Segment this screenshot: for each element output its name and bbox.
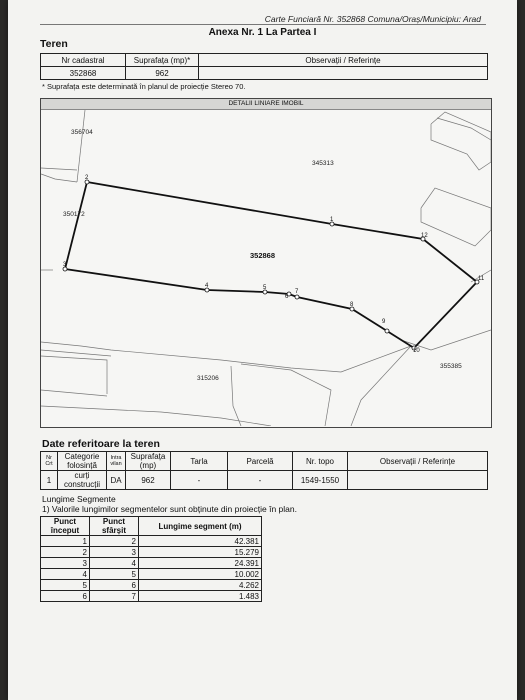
document-page (8, 0, 517, 700)
cell-end: 6 (90, 580, 139, 591)
neighbor-boundary (41, 350, 111, 356)
vertex-label: 8 (350, 302, 354, 308)
neighbor-house (431, 112, 491, 170)
cell-end: 3 (90, 547, 139, 558)
neighbor-boundary (437, 118, 491, 140)
neighbor-house (421, 188, 491, 246)
parcel-id: 352868 (250, 251, 276, 260)
cell-parcela: - (228, 471, 293, 490)
table-row (41, 569, 262, 580)
cell-start: 1 (41, 536, 90, 547)
table-row (41, 536, 262, 547)
vertex-label: 11 (478, 276, 485, 282)
cell-end: 4 (90, 558, 139, 569)
vertex-label: 12 (421, 233, 428, 239)
cell-end: 7 (90, 591, 139, 602)
neighbor-boundary (41, 342, 411, 372)
col-nr-crt: Nr Crt (41, 452, 58, 471)
cell-intravilan: DA (107, 471, 126, 490)
neighbor-house (41, 356, 107, 394)
col-lungime: Lungime segment (m) (139, 517, 262, 536)
surface-note: * Suprafața este determinată în planul de proiecție Stereo 70. (42, 82, 246, 91)
lungime-table (40, 516, 262, 602)
cell-start: 3 (41, 558, 90, 569)
teren-title: Teren (40, 38, 68, 50)
vertex-label: 10 (413, 348, 420, 354)
vertex-label: 3 (63, 262, 67, 268)
col-nr-cadastral: Nr cadastral (41, 54, 126, 67)
cell-tarla: - (171, 471, 228, 490)
col-tarla: Tarla (171, 452, 228, 471)
cell-start: 2 (41, 547, 90, 558)
teren-table (40, 53, 488, 80)
cell-observatii (348, 471, 488, 490)
col-observatii: Observații / Referințe (199, 54, 488, 67)
neighbor-id: 350172 (63, 211, 85, 218)
neighbor-boundary (351, 346, 411, 426)
cell-length: 24.391 (139, 558, 262, 569)
cell-start: 4 (41, 569, 90, 580)
cell-length: 1.483 (139, 591, 262, 602)
cell-length: 4.262 (139, 580, 262, 591)
cell-suprafata: 962 (126, 67, 199, 80)
cell-nr-cadastral: 352868 (41, 67, 126, 80)
header-divider (40, 24, 486, 25)
cell-start: 6 (41, 591, 90, 602)
neighbor-house (241, 364, 331, 426)
cell-end: 2 (90, 536, 139, 547)
table-row (41, 580, 262, 591)
col-suprafata: Suprafața (mp) (126, 452, 171, 471)
neighbor-boundary (41, 174, 77, 182)
cell-observatii (199, 67, 488, 80)
cell-end: 5 (90, 569, 139, 580)
parcel-map (40, 98, 492, 428)
col-punct-sfarsit: Punct sfârșit (90, 517, 139, 536)
vertex-label: 6 (285, 294, 289, 300)
col-punct-inceput: Punct început (41, 517, 90, 536)
table-row (41, 547, 262, 558)
parcel-boundary (65, 182, 477, 348)
table-row (41, 558, 262, 569)
map-drawing (41, 110, 491, 426)
cell-categorie: curți construcții (58, 471, 107, 490)
col-nr-topo: Nr. topo (293, 452, 348, 471)
neighbor-boundary (77, 110, 85, 182)
map-title: DETALII LINIARE IMOBIL (41, 99, 491, 110)
col-parcela: Parcelă (228, 452, 293, 471)
neighbor-boundary (41, 168, 77, 170)
neighbor-id: 356704 (71, 129, 93, 136)
neighbor-boundary (41, 390, 107, 396)
vertex-label: 7 (295, 289, 299, 295)
col-observatii: Observații / Referințe (348, 452, 488, 471)
cell-suprafata: 962 (126, 471, 171, 490)
neighbor-boundary (41, 406, 271, 426)
cell-length: 42.381 (139, 536, 262, 547)
cell-nr-crt: 1 (41, 471, 58, 490)
vertex-7 (295, 295, 299, 299)
vertex-9 (385, 329, 389, 333)
annex-title: Anexa Nr. 1 La Partea I (208, 27, 317, 38)
neighbor-id: 315206 (197, 375, 219, 382)
vertex-label: 5 (263, 285, 267, 291)
neighbor-boundary (231, 366, 241, 426)
col-suprafata: Suprafața (mp)* (126, 54, 199, 67)
cell-start: 5 (41, 580, 90, 591)
date-teren-title: Date referitoare la teren (42, 438, 160, 450)
vertex-label: 4 (205, 283, 209, 289)
cell-length: 10.002 (139, 569, 262, 580)
table-row (41, 591, 262, 602)
lungime-subtitle: 1) Valorile lungimilor segmentelor sunt obținute din proiecție în plan. (42, 504, 297, 514)
cell-length: 15.279 (139, 547, 262, 558)
lungime-title: Lungime Segmente (42, 494, 116, 504)
cell-nr-topo: 1549-1550 (293, 471, 348, 490)
col-categorie: Categorie folosință (58, 452, 107, 471)
cf-header: Carte Funciară Nr. 352868 Comuna/Oraș/Municipiu: Arad (264, 14, 481, 24)
date-teren-table (40, 451, 488, 490)
neighbor-id: 345313 (312, 160, 334, 167)
vertex-label: 9 (382, 319, 386, 325)
col-intravilan: Intra vilan (107, 452, 126, 471)
vertex-label: 1 (330, 217, 334, 223)
neighbor-id: 355385 (440, 363, 462, 370)
vertex-label: 2 (85, 175, 89, 181)
